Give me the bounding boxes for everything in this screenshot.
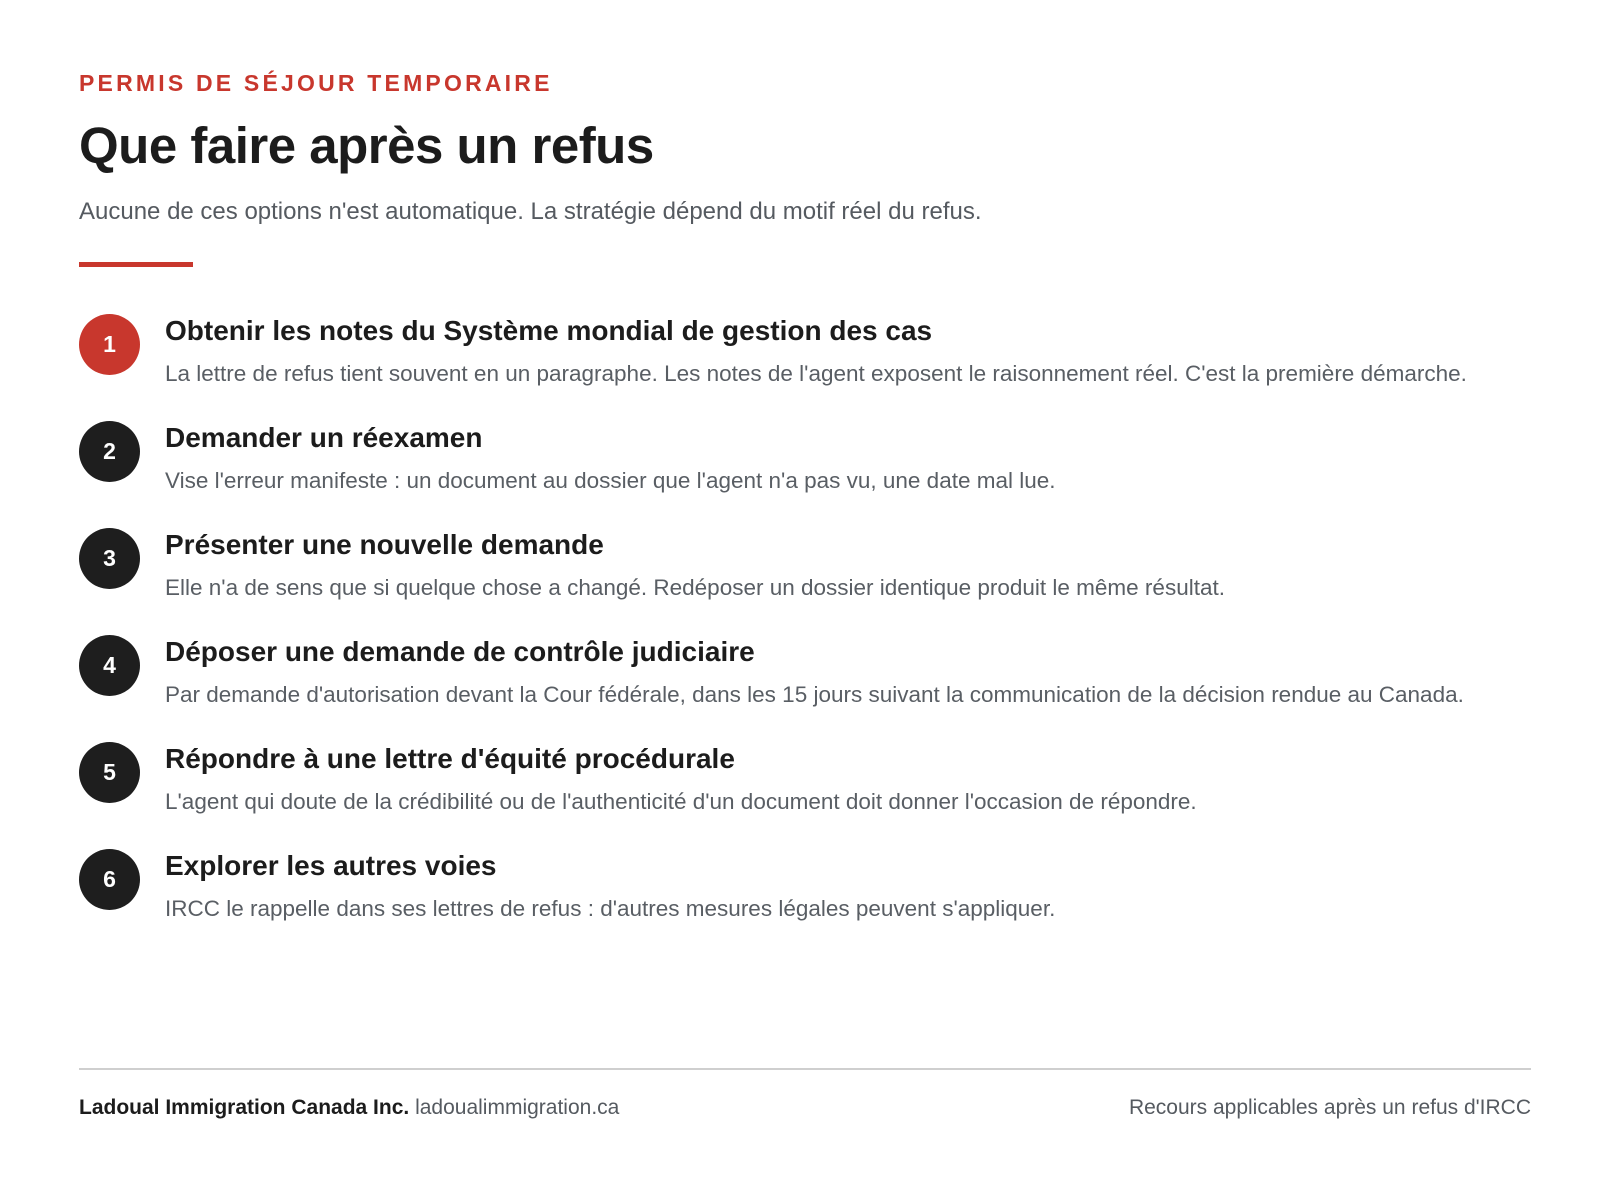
step-body xyxy=(165,742,1505,820)
step-body xyxy=(165,421,1505,499)
step-title: Demander un réexamen xyxy=(165,422,483,453)
step-title: Obtenir les notes du Système mondial de gestion des cas xyxy=(165,315,933,346)
accent-divider xyxy=(79,262,193,267)
step-body xyxy=(165,314,1505,392)
step-title: Déposer une demande de contrôle judiciaire xyxy=(165,636,755,667)
footer-note: Recours applicables après un refus d'IRCC xyxy=(1128,1096,1531,1119)
step-item xyxy=(79,528,1531,606)
step-description: Vise l'erreur manifeste : un document au dossier que l'agent n'a pas vu, une date mal lue. xyxy=(165,468,1056,493)
step-title: Présenter une nouvelle demande xyxy=(165,529,604,560)
footer-left xyxy=(79,1096,619,1120)
step-item xyxy=(79,314,1531,392)
step-item xyxy=(79,635,1531,713)
eyebrow-label: PERMIS DE SÉJOUR TEMPORAIRE xyxy=(79,70,553,96)
step-body xyxy=(165,849,1505,927)
page-subtitle: Aucune de ces options n'est automatique. La stratégie dépend du motif réel du refus. xyxy=(79,198,982,225)
footer-divider xyxy=(79,1068,1531,1070)
step-description: IRCC le rappelle dans ses lettres de refus : d'autres mesures légales peuvent s'appliquer. xyxy=(165,896,1056,921)
step-number-badge: 2 xyxy=(79,421,140,482)
step-description: La lettre de refus tient souvent en un paragraphe. Les notes de l'agent exposent le raisonnement réel. C'est la première démarche. xyxy=(165,361,1467,386)
steps-list xyxy=(79,314,1531,956)
step-body xyxy=(165,528,1505,606)
company-website: ladoualimmigration.ca xyxy=(415,1096,620,1119)
footer xyxy=(79,1096,1531,1120)
step-title: Explorer les autres voies xyxy=(165,850,497,881)
step-description: Par demande d'autorisation devant la Cour fédérale, dans les 15 jours suivant la communication de la décision rendue au Canada. xyxy=(165,682,1464,707)
step-number-badge: 1 xyxy=(79,314,140,375)
step-number-badge: 3 xyxy=(79,528,140,589)
step-item xyxy=(79,849,1531,927)
step-number-badge: 5 xyxy=(79,742,140,803)
step-description: L'agent qui doute de la crédibilité ou de l'authenticité d'un document doit donner l'occasion de répondre. xyxy=(165,789,1197,814)
step-number-badge: 6 xyxy=(79,849,140,910)
step-number-badge: 4 xyxy=(79,635,140,696)
step-body xyxy=(165,635,1505,713)
company-name: Ladoual Immigration Canada Inc. xyxy=(79,1096,410,1119)
step-item xyxy=(79,742,1531,820)
step-description: Elle n'a de sens que si quelque chose a changé. Redéposer un dossier identique produit le même résultat. xyxy=(165,575,1225,600)
page-title: Que faire après un refus xyxy=(79,117,654,174)
step-title: Répondre à une lettre d'équité procédurale xyxy=(165,743,735,774)
step-item xyxy=(79,421,1531,499)
